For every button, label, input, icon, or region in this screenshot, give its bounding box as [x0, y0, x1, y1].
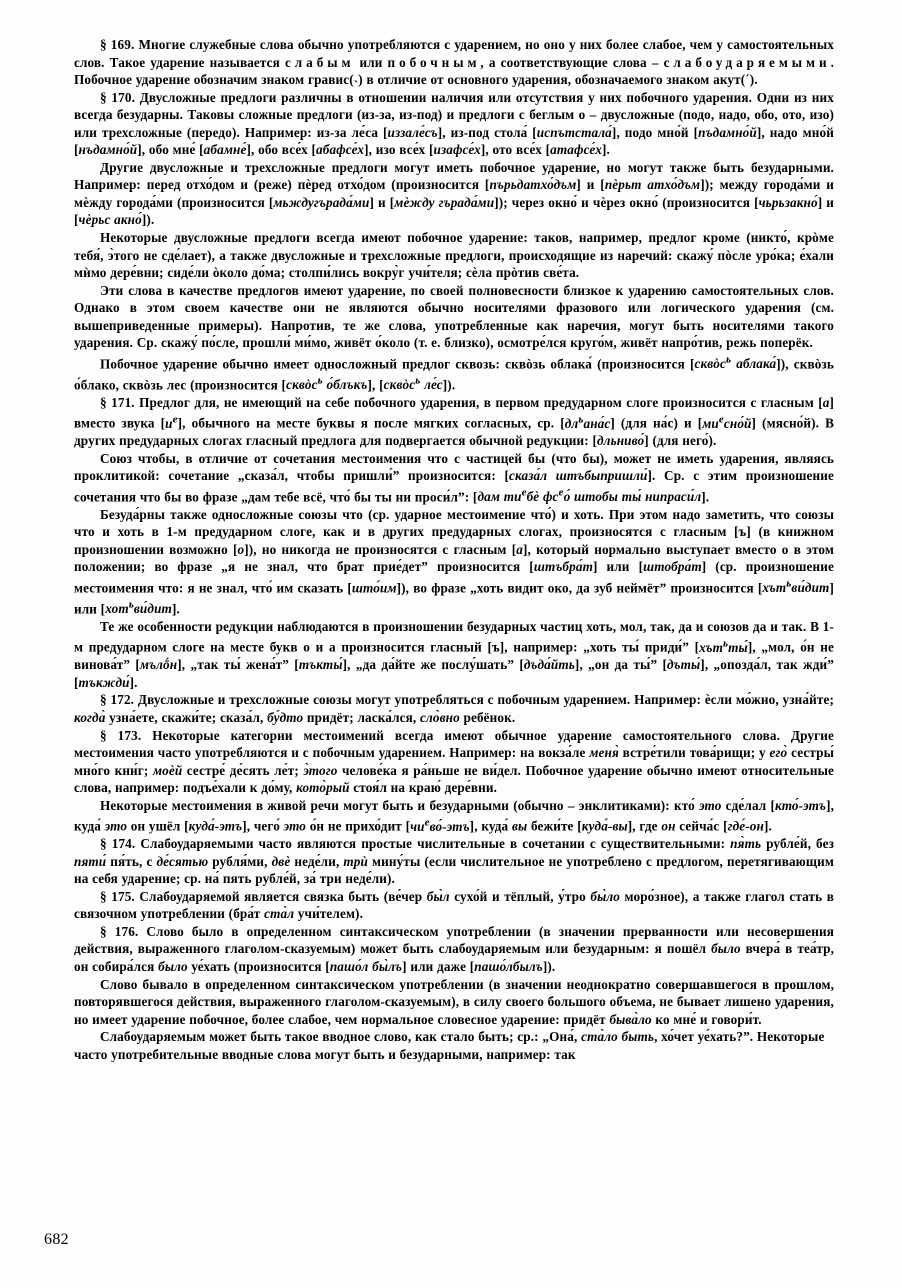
page-number: 682 — [44, 1231, 69, 1248]
paragraph-174: § 174. Слабоударяемыми часто являются простые числительные в сочетании с существительными: пя̀ть рубле́й, без пяти́ пя́ть, с де́сятью рубля́ми, двѐ неде́ли, трѝ мину́ты (если числительное не употреблено с предлогом, перетягивающим на себя ударение; ср. на́ пять рубле́й, за́ три неде́ли). — [74, 836, 835, 887]
paragraph-175: § 175. Слабоударяемой является связка быть (ве́чер бы̀л сухо́й и тёплый, у́тро бы̀ло моро́зное), а также глагол стать в связочном употреблении (бра́т ста̀л учи́телем). — [74, 888, 835, 922]
paragraph-169: § 169. Многие служебные слова обычно употребляются с ударением, но оно у них более слабое, чем у самостоятельных слов. Такое ударение называется слабым или побочным, а соответствующие слова – слабоударяемыми. Побочное ударение обозначим знаком гравис(˴) в отличие от основного ударения, обозначаемого знаком акут(´). — [74, 37, 834, 88]
paragraph-172: § 172. Двусложные и трехсложные союзы могут употребляться с побочным ударением. Например: ѐсли мо́жно, узна́йте; когда̀ узна́ете, скажи́те; сказа́л, бу́дто придёт; ласка́лся, сло̀вно ребёнок. — [74, 692, 834, 725]
paragraph-176c: Слабоударяемым может быть такое вводное слово, как стало быть; ср.: „Она́, ста̀ло быть, хо́чет уе́хать?”. Некоторые часто употребительные вводные слова могут быть и безударными, например: так — [74, 1029, 825, 1062]
paragraph-173b: Некоторые местоимения в живой речи могут быть и безударными (обычно – энклитиками): кто́ это сде́лал [кто́-этъ], куда́ это он ушёл [куда́-этъ], чего́ это о́н не прихо́дит $[чи^ево́-этъ]$, куда́ вы бежи́те [куда́-вы], где он сейча́с [где́-он]. — [74, 797, 835, 834]
paragraph-170d: Эти слова в качестве предлогов имеют ударение, по своей полновесности близкое к ударению самостоятельных слов. Однако в этом своем качестве они не являются обычно носителями фразового или логического ударения (см. вышеприведенные примеры). Напротив, те же слова, употребленные как наречия, могут быть носителями такого ударения. Ср. скажу́ по́сле, прошли́ ми́мо, живёт о́коло (т. е. близко), осмотре́лся круго́м, живёт напро́тив, режь попepёк. — [74, 282, 834, 351]
paragraph-173: § 173. Некоторые категории местоимений всегда имеют обычное ударение самостоятельного слова. Другие местоимения часто употребляются и с побочным ударением. Например: на вокза́ле меня̀ встре́тили това́рищи; у его̀ сестры́ мно́го кни́г; моѐй сестре́ де́сять ле́т; э̀того челове́ка я ра́ньше не ви́дел. Побочное ударение обычно имеют относительные слова, например: подъе́хали к до́му, кото̀рый стоя́л на краю́ дере́вни. — [74, 727, 835, 796]
paragraph-171c: Безуда́рны также односложные союзы что (ср. ударное местоимение что́) и хоть. При этом надо заметить, что союзы что и хоть в 1-м предударном слоге, как и в других предударных слогах, произносятся с гласным [ъ] (в книжном произношении возможно [о]), но никогда не произносятся с гласным [а], который нормально выступает вместо о в этом положении; во фразе „я не знал, что брат прие́дет” произносится [штъбра́т] или [штобра́т] (ср. произношение местоимения что: я не знал, что́ им сказать [што́им]), во фразе „хоть видит око, да зуб неймёт” произносится [хът$^ь$ви́дит] или [хот$^ь$ви́дит]. — [74, 506, 834, 617]
paragraph-170c: Некоторые двусложные предлоги всегда имеют побочное ударение: таков, например, предлог кроме (никто́, крòме тебя́, э̀того не сде́лает), а также двусложные и трехсложные предлоги, происходящие из наречий: скажу́ пòсле уро́ка; е́хали мѝмо дере́вни; сиде́ли òколо до́ма; столпи́лись вокру̀г учи́теля; сѐла прòтив све́та. — [74, 230, 834, 281]
paragraph-170e: Побочное ударение обычно имеет односложный предлог сквозь: сквòзь облака́ (произносится [сквòс$^ь$ аблака́]), сквòзь о́блако, сквòзь лес (произносится [сквòс$^ь$ о́блъкъ], [сквòс$^ь$ ле́с]). — [74, 353, 834, 393]
paragraph-171d: Те же особенности редукции наблюдаются в произношении безударных частиц хоть, мол, так, да и союзов да и так. В 1-м предударном слоге на месте букв о и а произносится гласный [ъ], например: „хоть ты́ приди́” [хът$^ь$ты́], „мол, о́н не винова́т” [мълṓн], „так ты́ жена́т” [тъкты́], „да да́йте же послу́шать” [дъда́йть], „он да ты́” [дъты́], „опозда́л, так жди́” [тъкжди́]. — [74, 618, 834, 690]
paragraph-170: § 170. Двусложные предлоги различны в отношении наличия или отсутствия у них побочного ударения. Одни из них всегда безударны. Таковы сложные предлоги (из-за, из-под) и предлоги с беглым о – двусложные (подо, надо, обо, ото, изо) или трехсложные (передо). Например: из-за ле́са [иззале́съ], из-под стола́ [испътстала́], подо мно́й [пъдамно́й], надо мно́й [нъдамно́й], обо мне́ [абамне́], обо все́х [абафсе́х], изо все́х [изафсе́х], ото все́х [атафсе́х]. — [74, 89, 834, 158]
paragraph-171: § 171. Предлог для, не имеющий на себе побочного ударения, в первом предударном слоге произносится с гласным [а] вместо звука $[и^е]$, обычного на месте буквы я после мягких согласных, ср. $[дл^ьана́с]$ (для на́с) и $[ми^есно́й]$ (мясно́й). В других предударных слогах гласный предлога для подвергается обычной редукции: [дльниво́] (для него́). — [74, 394, 835, 449]
body-text-column — [74, 36, 834, 1063]
paragraph-176b: Слово бывало в определенном синтаксическом употреблении (в значении неоднократно совершавшегося в прошлом, повторявшегося действия, выраженного глаголом-сказуемым), в силу своего большого объема, не бывает лишено ударения, но имеет ударение побочное, более слабое, чем нормальное словесное ударение: придёт быва̀ло ко мне́ и говори́т. — [74, 976, 834, 1027]
paragraph-176: § 176. Слово было в определенном синтаксическом употреблении (в значении прерванности или несовершения действия, выраженного глаголом-сказуемым) может быть слабоударяемым или безударным: я пошёл было вчера́ в теа́тр, он собира́лся было уе́хать (произносится [пашо́л бы̀лъ] или даже [пашо́лбылъ]). — [74, 923, 835, 975]
paragraph-170b: Другие двусложные и трехсложные предлоги могут иметь побочное ударение, но могут также быть безударными. Например: перед отхо́дом и (реже) пѐред отхо́дом (произносится [пърьдатхо́дъм] и [пѐрьт атхо́дъм]); между города́ми и мѐжду города́ми (произносится [мьждугърада́ми] и [мѐжду гърада́ми]); через окно́ и чѐрез окно́ (произносится [чьрьзакно́] и [чѐрьс акно́]). — [74, 159, 835, 228]
paragraph-171b: Союз чтобы, в отличие от сочетания местоимения что с частицей бы (что бы), может не иметь ударения, являясь проклитикой: сочетание „сказа́л, чтобы пришли́” произносится: [сказа́л штъбыпришли́]. Ср. с этим произношение сочетания что бы во фразе „дам тебе всё, что́ бы ты ни проси́л”: [дам $ти^ебѐ$ $фс^ео́$ штобы ты́ нипраси́л]. — [74, 450, 835, 505]
